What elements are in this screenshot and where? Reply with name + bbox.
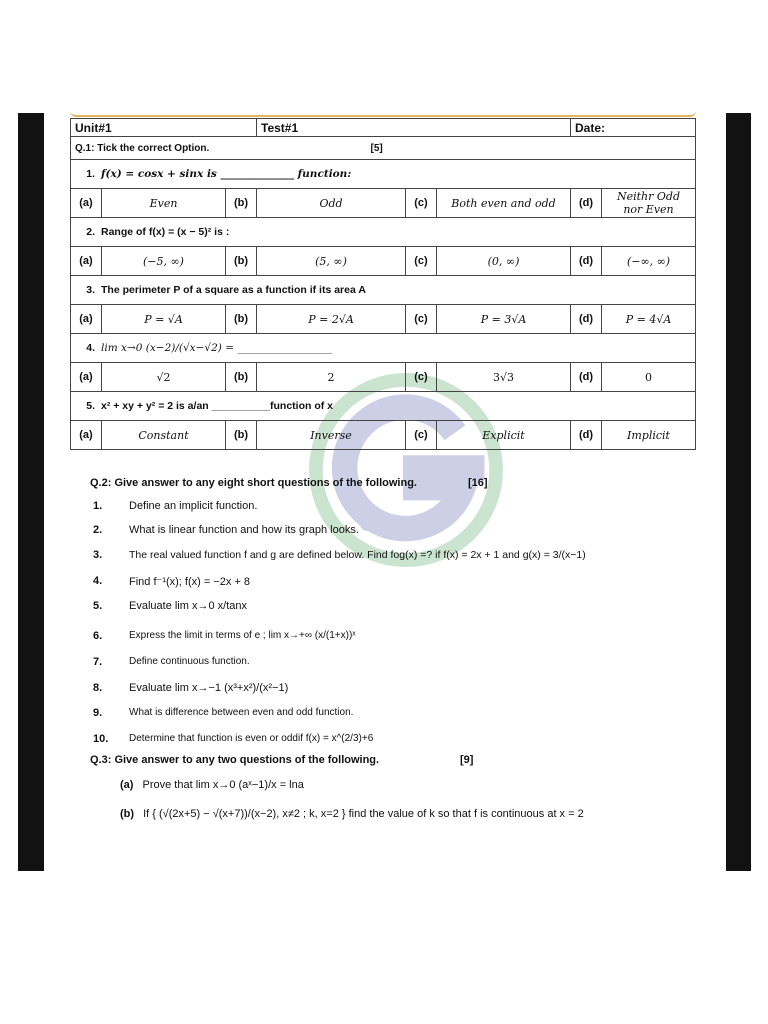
q3-part-b — [120, 808, 584, 820]
q2-marks: [16] — [468, 477, 488, 489]
question-number: 3. — [86, 284, 95, 296]
question-number: 2. — [86, 226, 95, 238]
paper-top-edge — [70, 108, 696, 117]
option-label: (b) — [226, 421, 257, 450]
q2-item — [93, 656, 250, 668]
option-label: (c) — [406, 189, 437, 218]
option-a[interactable]: √2 — [102, 363, 226, 392]
option-a[interactable]: P = √A — [102, 305, 226, 334]
option-label: (c) — [406, 363, 437, 392]
q2-item — [93, 500, 258, 512]
part-label: (b) — [120, 808, 135, 820]
q1-table — [70, 118, 696, 450]
option-d[interactable]: (−∞, ∞) — [602, 247, 696, 276]
item-number: 5. — [93, 600, 103, 612]
q3-part-a — [120, 779, 304, 791]
option-label: (b) — [226, 363, 257, 392]
q2-item — [93, 682, 289, 694]
question-number: 4. — [86, 342, 95, 354]
question-stem — [71, 160, 696, 189]
item-number: 6. — [93, 630, 103, 642]
q2-item — [93, 707, 354, 719]
item-text: Express the limit in terms of e ; lim x→+∞ (x/(1+x))ˣ — [129, 630, 356, 641]
item-text: The real valued function f and g are defined below. Find fog(x) =? if f(x) = 2x + 1 and g(x) = 3/(x−1) — [129, 549, 586, 561]
question-stem — [71, 218, 696, 247]
date-cell: Date: — [571, 119, 696, 137]
item-number: 9. — [93, 707, 103, 719]
item-number: 4. — [93, 575, 103, 587]
item-text: Find f⁻¹(x); f(x) = −2x + 8 — [129, 576, 251, 588]
option-c[interactable]: 3√3 — [437, 363, 571, 392]
option-label: (c) — [406, 421, 437, 450]
item-text: Evaluate lim x→−1 (x³+x²)/(x²−1) — [129, 682, 289, 694]
q2-item — [93, 524, 359, 536]
option-label: (d) — [571, 363, 602, 392]
question-text: f(x) = cosx + sinx is ______________ function: — [101, 168, 352, 180]
option-b[interactable]: Odd — [257, 189, 406, 218]
q1-marks: [5] — [370, 142, 383, 154]
option-label: (a) — [71, 189, 102, 218]
option-a[interactable]: Even — [102, 189, 226, 218]
option-c[interactable]: P = 3√A — [437, 305, 571, 334]
option-label: (d) — [571, 421, 602, 450]
option-label: (a) — [71, 247, 102, 276]
item-text: Define continuous function. — [129, 656, 250, 667]
q2-item — [93, 630, 356, 642]
option-d[interactable]: Neithr Odd nor Even — [602, 189, 696, 218]
item-number: 2. — [93, 524, 103, 536]
option-b[interactable]: P = 2√A — [257, 305, 406, 334]
option-c[interactable]: (0, ∞) — [437, 247, 571, 276]
question-text: Range of f(x) = (x − 5)² is : — [101, 226, 230, 238]
q2-item — [93, 549, 586, 561]
item-text: What is difference between even and odd function. — [129, 707, 354, 718]
item-number: 10. — [93, 733, 109, 745]
option-label: (d) — [571, 189, 602, 218]
q1-heading — [71, 137, 696, 160]
question-number: 5. — [86, 400, 95, 412]
option-label: (d) — [571, 305, 602, 334]
option-label: (b) — [226, 247, 257, 276]
question-stem — [71, 276, 696, 305]
option-label: (a) — [71, 363, 102, 392]
item-number: 8. — [93, 682, 103, 694]
question-text: The perimeter P of a square as a function if its area A — [101, 284, 366, 296]
option-label: (c) — [406, 305, 437, 334]
option-label: (a) — [71, 305, 102, 334]
q2-item — [93, 600, 247, 612]
option-label: (c) — [406, 247, 437, 276]
right-black-border — [726, 113, 751, 871]
part-label: (a) — [120, 779, 134, 791]
item-text: What is linear function and how its graph looks. — [129, 524, 359, 536]
option-label: (b) — [226, 305, 257, 334]
option-b[interactable]: (5, ∞) — [257, 247, 406, 276]
item-text: Evaluate lim x→0 x/tanx — [129, 600, 247, 612]
item-number: 1. — [93, 500, 103, 512]
q2-item — [93, 733, 374, 745]
q2-item — [93, 575, 251, 588]
item-number: 3. — [93, 549, 103, 561]
option-label: (a) — [71, 421, 102, 450]
option-d[interactable]: 0 — [602, 363, 696, 392]
option-b[interactable]: 2 — [257, 363, 406, 392]
item-text: Determine that function is even or oddif f(x) = x^(2/3)+6 — [129, 733, 374, 744]
question-text: x² + xy + y² = 2 is a/an __________function of x — [101, 400, 333, 412]
option-a[interactable]: (−5, ∞) — [102, 247, 226, 276]
test-cell: Test#1 — [257, 119, 571, 137]
question-number: 1. — [86, 168, 95, 180]
option-label: (d) — [571, 247, 602, 276]
option-b[interactable]: Inverse — [257, 421, 406, 450]
option-c[interactable]: Both even and odd — [437, 189, 571, 218]
question-stem — [71, 334, 696, 363]
left-black-border — [18, 113, 44, 871]
option-c[interactable]: Explicit — [437, 421, 571, 450]
question-text: lim x→0 (x−2)/(√x−√2) = __________________ — [101, 342, 332, 354]
q2-title: Q.2: Give answer to any eight short questions of the following. — [90, 477, 417, 489]
question-stem — [71, 392, 696, 421]
item-text: Define an implicit function. — [129, 500, 258, 512]
q3-marks: [9] — [460, 754, 474, 766]
option-label: (b) — [226, 189, 257, 218]
unit-cell: Unit#1 — [71, 119, 257, 137]
option-d[interactable]: Implicit — [602, 421, 696, 450]
q3-title: Q.3: Give answer to any two questions of the following. — [90, 754, 380, 766]
q1-title: Q.1: Tick the correct Option. — [75, 142, 210, 154]
option-d[interactable]: P = 4√A — [602, 305, 696, 334]
option-a[interactable]: Constant — [102, 421, 226, 450]
part-text: Prove that lim x→0 (aˣ−1)/x = lna — [142, 779, 304, 791]
item-number: 7. — [93, 656, 103, 668]
part-text: If { (√(2x+5) − √(x+7))/(x−2), x≠2 ; k, x=2 } find the value of k so that f is continuous at x = 2 — [143, 808, 584, 820]
